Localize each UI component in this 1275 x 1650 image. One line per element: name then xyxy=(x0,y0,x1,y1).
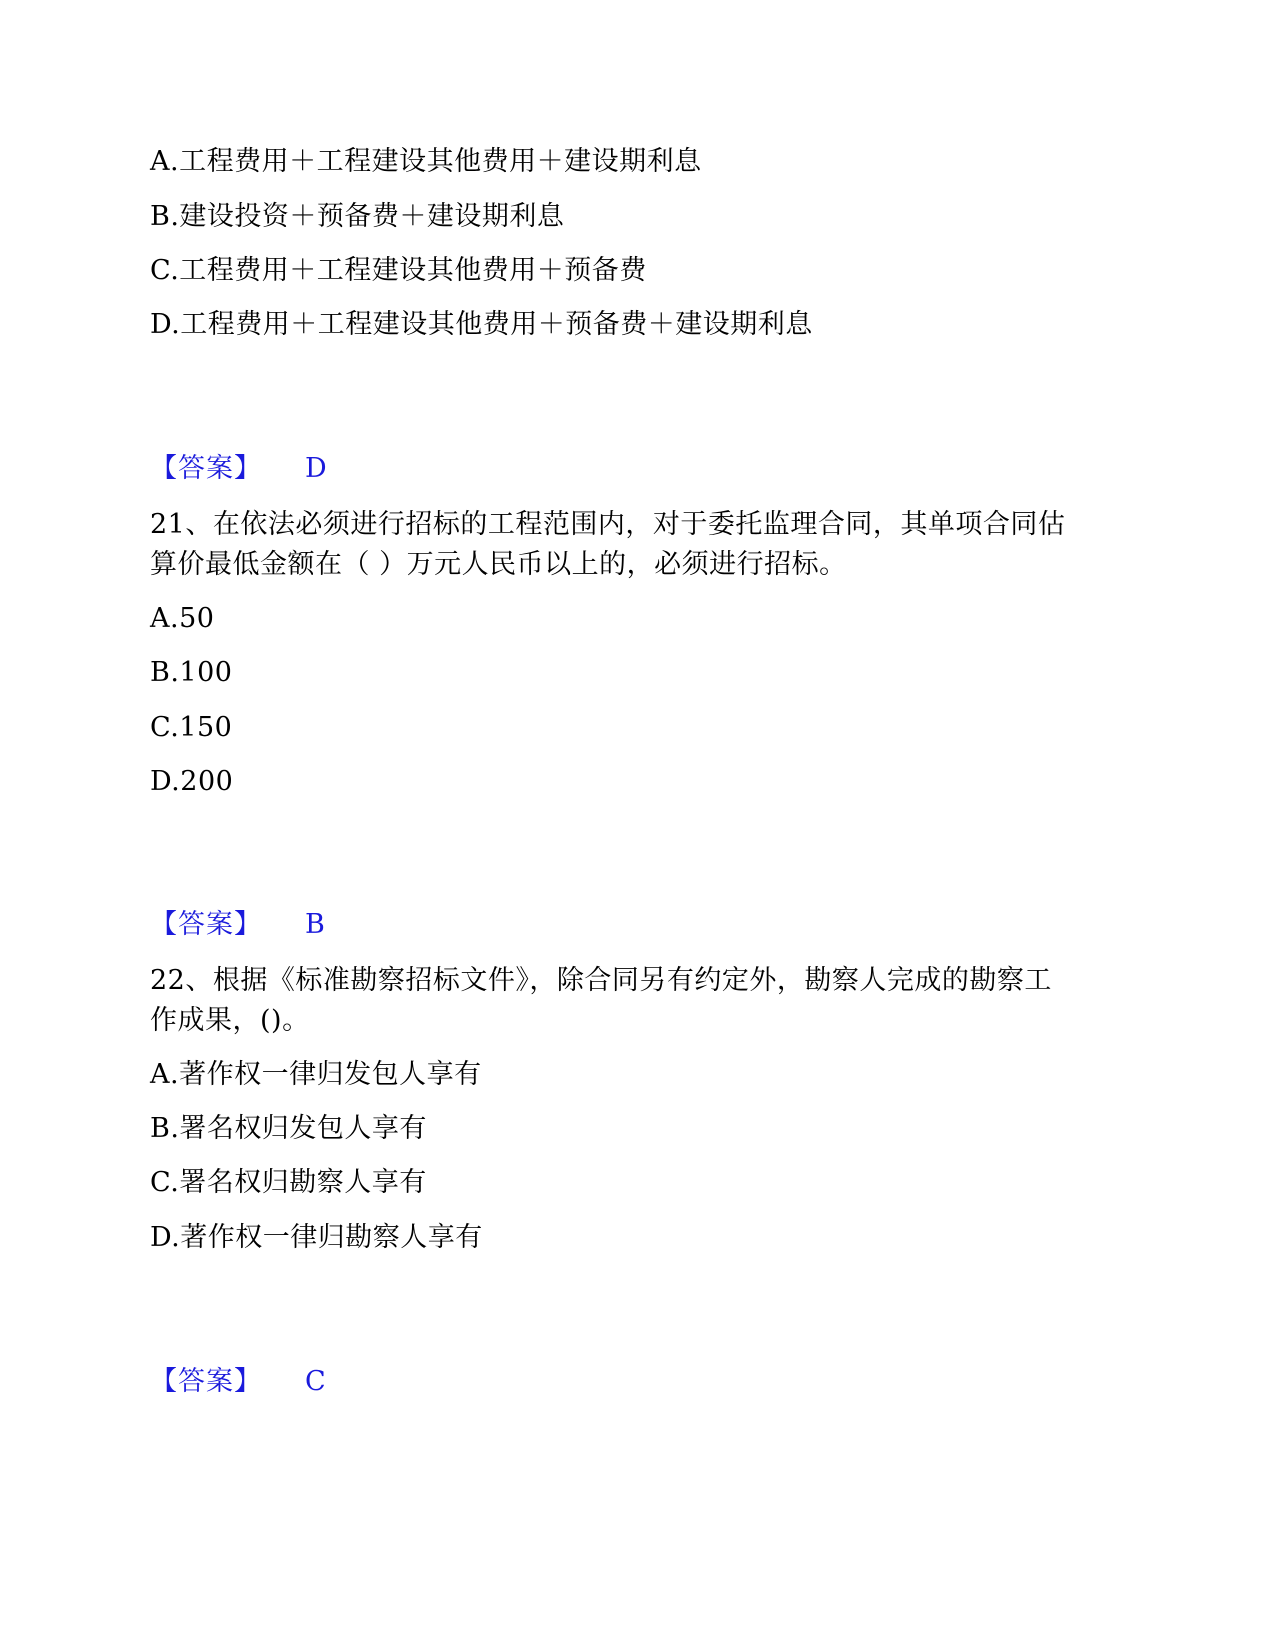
q20-answer-label: 【答案】 xyxy=(150,453,262,484)
q20-option-a: A.工程费用＋工程建设其他费用＋建设期利息 xyxy=(150,146,702,177)
q22-option-a: A.著作权一律归发包人享有 xyxy=(150,1059,482,1090)
q21-answer xyxy=(150,905,325,945)
q22-answer xyxy=(150,1362,326,1402)
q22-option-c: C.署名权归勘察人享有 xyxy=(150,1167,427,1198)
q22-option-d: D.著作权一律归勘察人享有 xyxy=(150,1222,483,1253)
q20-answer-value: D xyxy=(305,453,327,484)
q21-option-a: A.50 xyxy=(150,603,215,634)
q22-answer-label: 【答案】 xyxy=(150,1366,262,1397)
q20-option-b: B.建设投资＋预备费＋建设期利息 xyxy=(150,201,565,232)
q21-stem-line-1: 21、在依法必须进行招标的工程范围内，对于委托监理合同，其单项合同估 xyxy=(150,509,1066,540)
q20-answer xyxy=(150,449,327,489)
q22-stem-line-1: 22、根据《标准勘察招标文件》，除合同另有约定外，勘察人完成的勘察工 xyxy=(150,965,1052,996)
q21-stem-line-2: 算价最低金额在（ ）万元人民币以上的，必须进行招标。 xyxy=(150,549,847,580)
q21-answer-label: 【答案】 xyxy=(150,909,262,940)
q21-option-d: D.200 xyxy=(150,766,234,797)
q21-answer-value: B xyxy=(305,909,325,940)
q20-option-d: D.工程费用＋工程建设其他费用＋预备费＋建设期利息 xyxy=(150,309,813,340)
q21-option-b: B.100 xyxy=(150,657,233,688)
q20-option-c: C.工程费用＋工程建设其他费用＋预备费 xyxy=(150,255,647,286)
q22-option-b: B.署名权归发包人享有 xyxy=(150,1113,427,1144)
q22-answer-value: C xyxy=(305,1366,326,1397)
q22-stem-line-2: 作成果，()。 xyxy=(150,1005,310,1036)
q21-option-c: C.150 xyxy=(150,712,233,743)
